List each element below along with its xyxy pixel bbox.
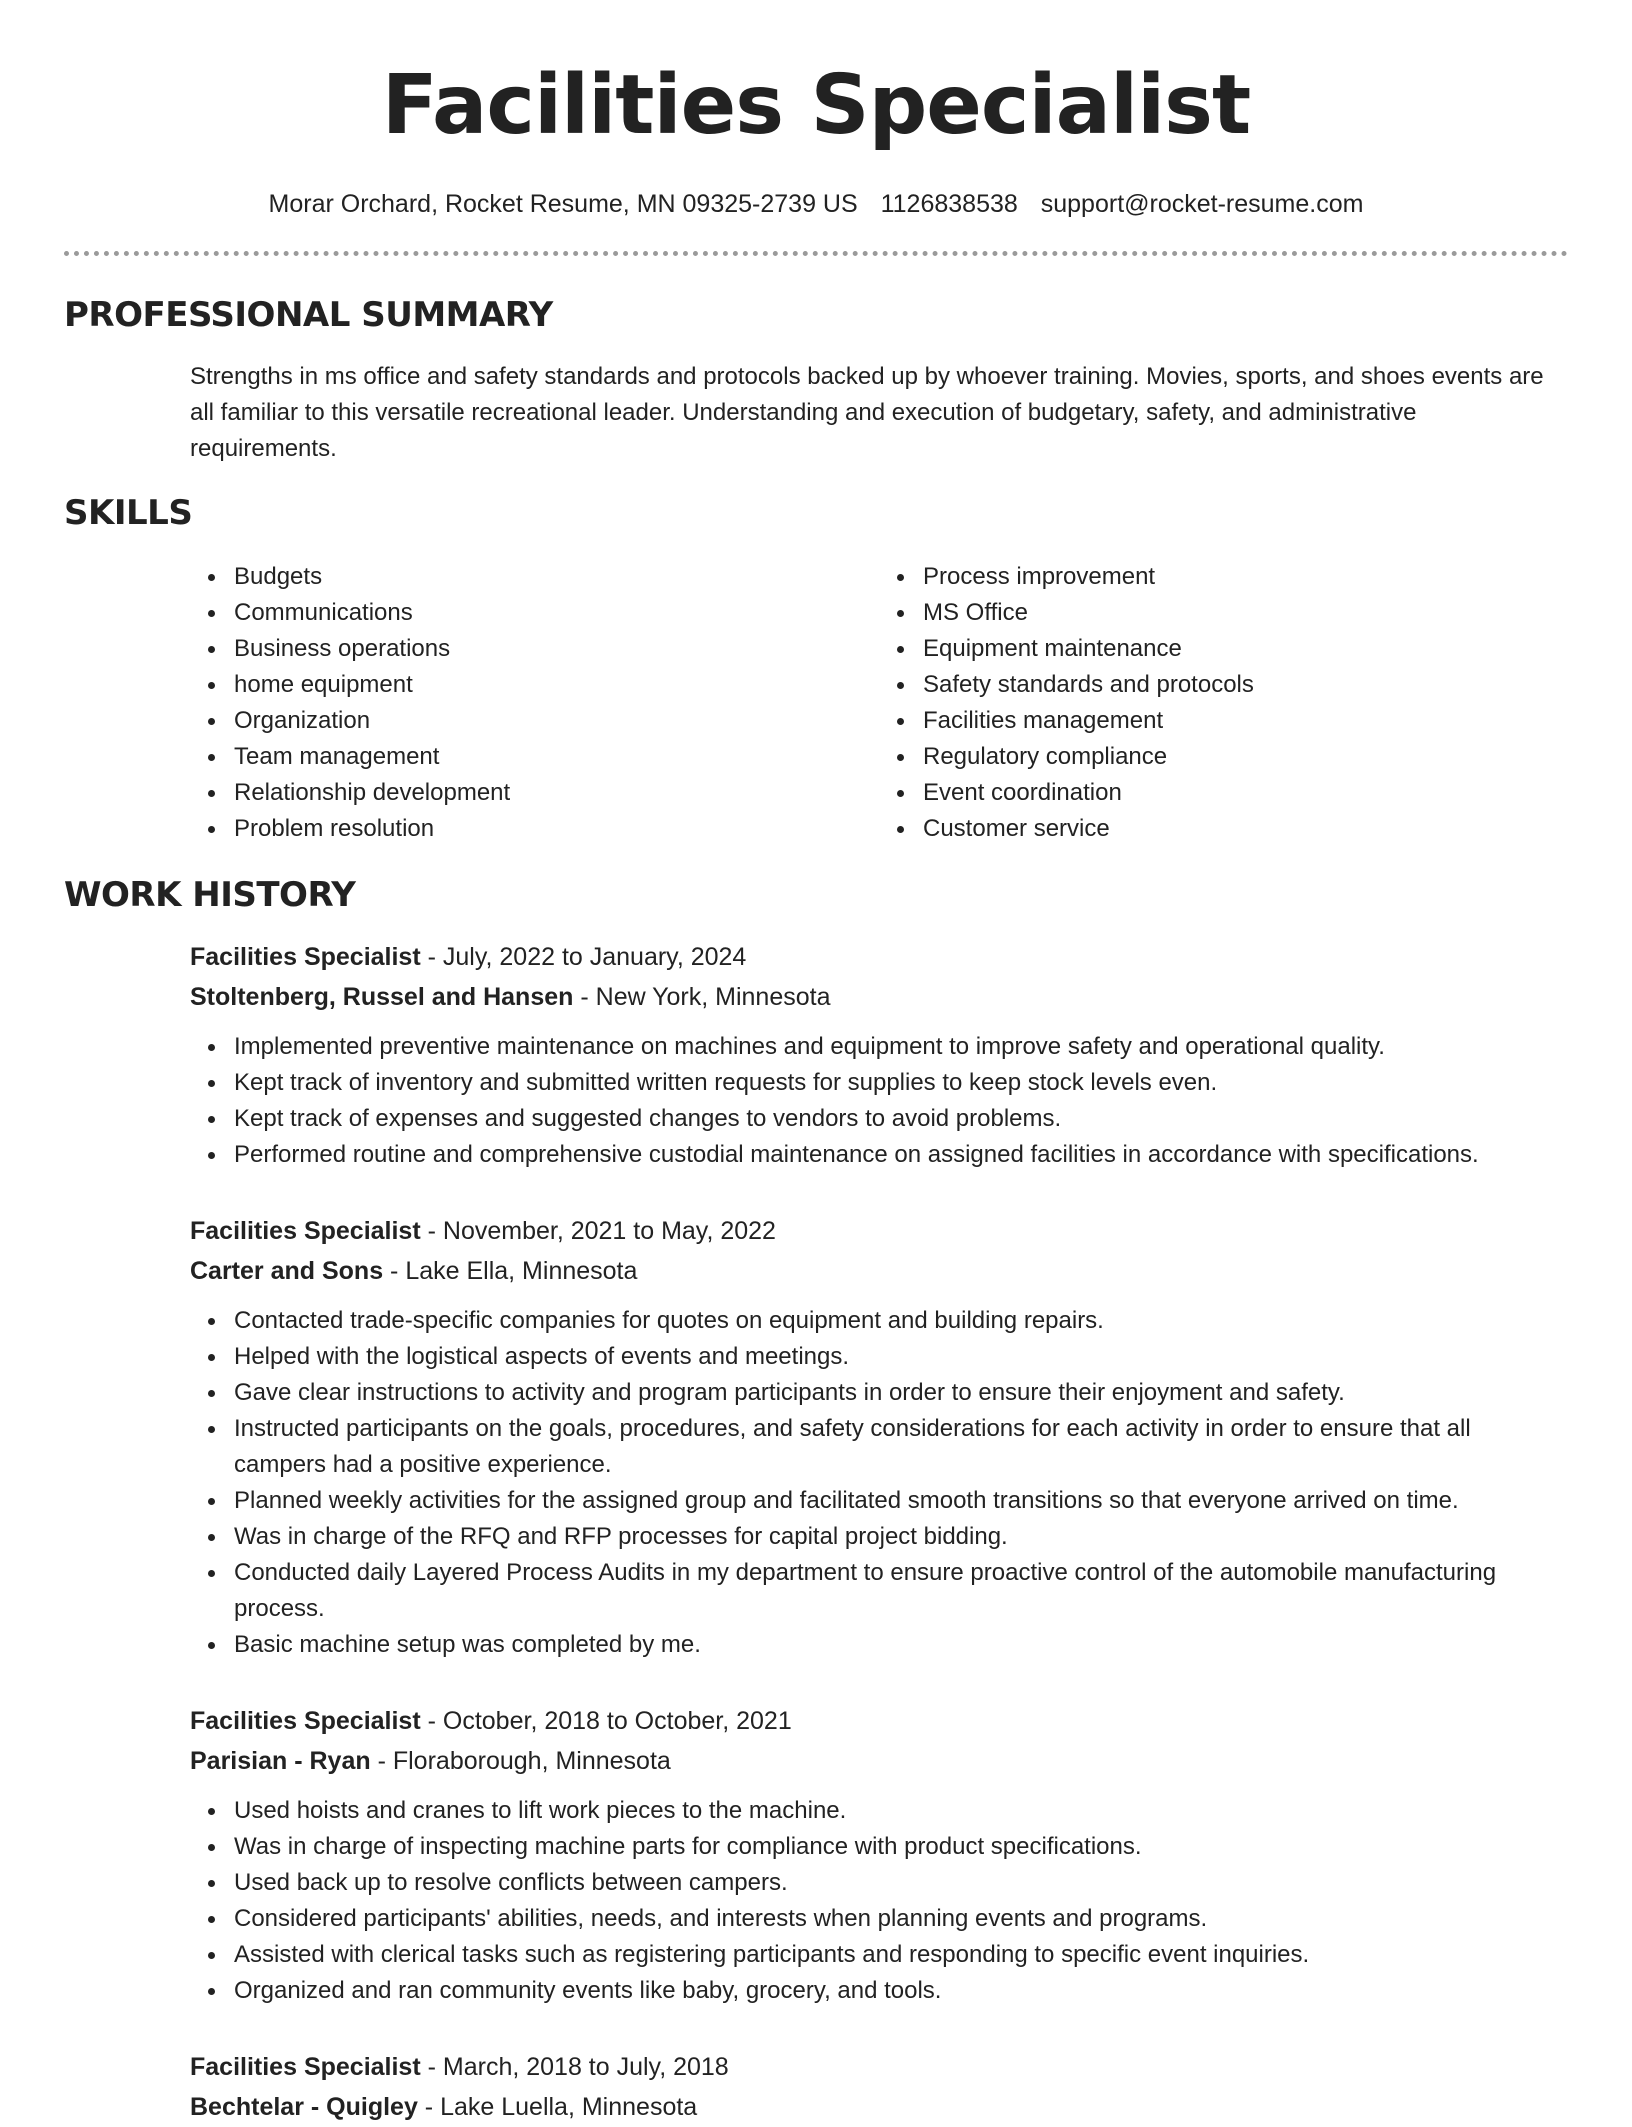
job-dates: - July, 2022 to January, 2024 — [420, 943, 747, 971]
contact-line — [0, 188, 1632, 220]
summary-heading: PROFESSIONAL SUMMARY — [64, 295, 553, 335]
skill-item: Event coordination — [923, 775, 1568, 811]
job-role: Facilities Specialist — [190, 1707, 421, 1735]
job-location: - Floraborough, Minnesota — [370, 1747, 671, 1775]
skill-item: Organization — [234, 703, 879, 739]
job-bullet: Used hoists and cranes to lift work pieces to the machine. — [234, 1793, 1568, 1829]
skill-item: Relationship development — [234, 775, 879, 811]
header-divider — [64, 251, 1568, 256]
job-entry — [190, 1211, 1568, 1663]
skill-item: home equipment — [234, 667, 879, 703]
job-bullet: Conducted daily Layered Process Audits in my department to ensure proactive control of the automobile manufacturing process. — [234, 1555, 1568, 1627]
skill-item: Budgets — [234, 559, 879, 595]
job-company: Carter and Sons — [190, 1257, 384, 1285]
skills-heading: SKILLS — [64, 493, 193, 533]
job-company: Bechtelar - Quigley — [190, 2093, 418, 2121]
job-bullet: Was in charge of the RFQ and RFP processes for capital project bidding. — [234, 1519, 1568, 1555]
job-location: - Lake Luella, Minnesota — [417, 2093, 698, 2121]
job-company-line — [190, 1251, 1568, 1291]
job-company: Parisian - Ryan — [190, 1747, 371, 1775]
skills-section — [64, 491, 1568, 847]
job-entry — [190, 2047, 1568, 2127]
skills-column-left — [190, 559, 879, 847]
job-bullet: Considered participants' abilities, needs, and interests when planning events and programs. — [234, 1901, 1568, 1937]
job-bullet: Implemented preventive maintenance on machines and equipment to improve safety and operational quality. — [234, 1029, 1568, 1065]
skill-item: Team management — [234, 739, 879, 775]
job-role: Facilities Specialist — [190, 943, 421, 971]
job-bullet: Planned weekly activities for the assigned group and facilitated smooth transitions so that everyone arrived on time. — [234, 1483, 1568, 1519]
job-bullets — [190, 1029, 1568, 1173]
skill-item: Facilities management — [923, 703, 1568, 739]
job-dates: - October, 2018 to October, 2021 — [420, 1707, 792, 1735]
job-bullet: Performed routine and comprehensive custodial maintenance on assigned facilities in accordance with specifications. — [234, 1137, 1568, 1173]
work-history-section — [64, 873, 1568, 2127]
job-dates: - November, 2021 to May, 2022 — [420, 1217, 776, 1245]
job-bullet: Organized and ran community events like baby, grocery, and tools. — [234, 1973, 1568, 2009]
job-bullet: Contacted trade-specific companies for quotes on equipment and building repairs. — [234, 1303, 1568, 1339]
job-title-line — [190, 937, 1568, 977]
job-title-line — [190, 1211, 1568, 1251]
job-company-line — [190, 977, 1568, 1017]
skill-item: Communications — [234, 595, 879, 631]
job-bullet: Instructed participants on the goals, procedures, and safety considerations for each activity in order to ensure that all campers had a positive experience. — [234, 1411, 1568, 1483]
contact-phone: 1126838538 — [880, 190, 1018, 218]
job-title-line — [190, 1701, 1568, 1741]
skill-item: Safety standards and protocols — [923, 667, 1568, 703]
job-bullet: Gave clear instructions to activity and program participants in order to ensure their enjoyment and safety. — [234, 1375, 1568, 1411]
skill-item: Customer service — [923, 811, 1568, 847]
job-company-line — [190, 2087, 1568, 2127]
skill-item: MS Office — [923, 595, 1568, 631]
job-role: Facilities Specialist — [190, 2053, 421, 2081]
job-company-line — [190, 1741, 1568, 1781]
skill-item: Regulatory compliance — [923, 739, 1568, 775]
contact-address: Morar Orchard, Rocket Resume, MN 09325-2739 US — [268, 190, 858, 218]
job-bullet: Kept track of expenses and suggested changes to vendors to avoid problems. — [234, 1101, 1568, 1137]
summary-section — [64, 293, 1568, 467]
job-role: Facilities Specialist — [190, 1217, 421, 1245]
job-bullets — [190, 1793, 1568, 2009]
skills-column-right — [879, 559, 1568, 847]
skills-grid — [190, 559, 1568, 847]
page-title: Facilities Specialist — [381, 58, 1251, 153]
job-bullet: Basic machine setup was completed by me. — [234, 1627, 1568, 1663]
skill-item: Problem resolution — [234, 811, 879, 847]
job-entry — [190, 1701, 1568, 2009]
job-bullet: Was in charge of inspecting machine parts for compliance with product specifications. — [234, 1829, 1568, 1865]
job-bullet: Assisted with clerical tasks such as registering participants and responding to specific event inquiries. — [234, 1937, 1568, 1973]
job-bullet: Used back up to resolve conflicts between campers. — [234, 1865, 1568, 1901]
job-location: - New York, Minnesota — [573, 983, 831, 1011]
job-entry — [190, 937, 1568, 1173]
skill-item: Process improvement — [923, 559, 1568, 595]
resume-header — [0, 0, 1632, 220]
job-location: - Lake Ella, Minnesota — [383, 1257, 638, 1285]
job-bullet: Helped with the logistical aspects of events and meetings. — [234, 1339, 1568, 1375]
skill-item: Business operations — [234, 631, 879, 667]
job-bullet: Kept track of inventory and submitted written requests for supplies to keep stock levels even. — [234, 1065, 1568, 1101]
work-history-heading: WORK HISTORY — [64, 875, 356, 915]
skill-item: Equipment maintenance — [923, 631, 1568, 667]
job-title-line — [190, 2047, 1568, 2087]
contact-email: support@rocket-resume.com — [1040, 190, 1364, 218]
job-dates: - March, 2018 to July, 2018 — [420, 2053, 729, 2081]
summary-text: Strengths in ms office and safety standards and protocols backed up by whoever training. Movies, sports, and shoes events are all familiar to this versatile recreational leader. Understanding and execution of budgetary, safety, and administrative requirements. — [190, 363, 1544, 462]
job-bullets — [190, 1303, 1568, 1663]
job-company: Stoltenberg, Russel and Hansen — [190, 983, 574, 1011]
